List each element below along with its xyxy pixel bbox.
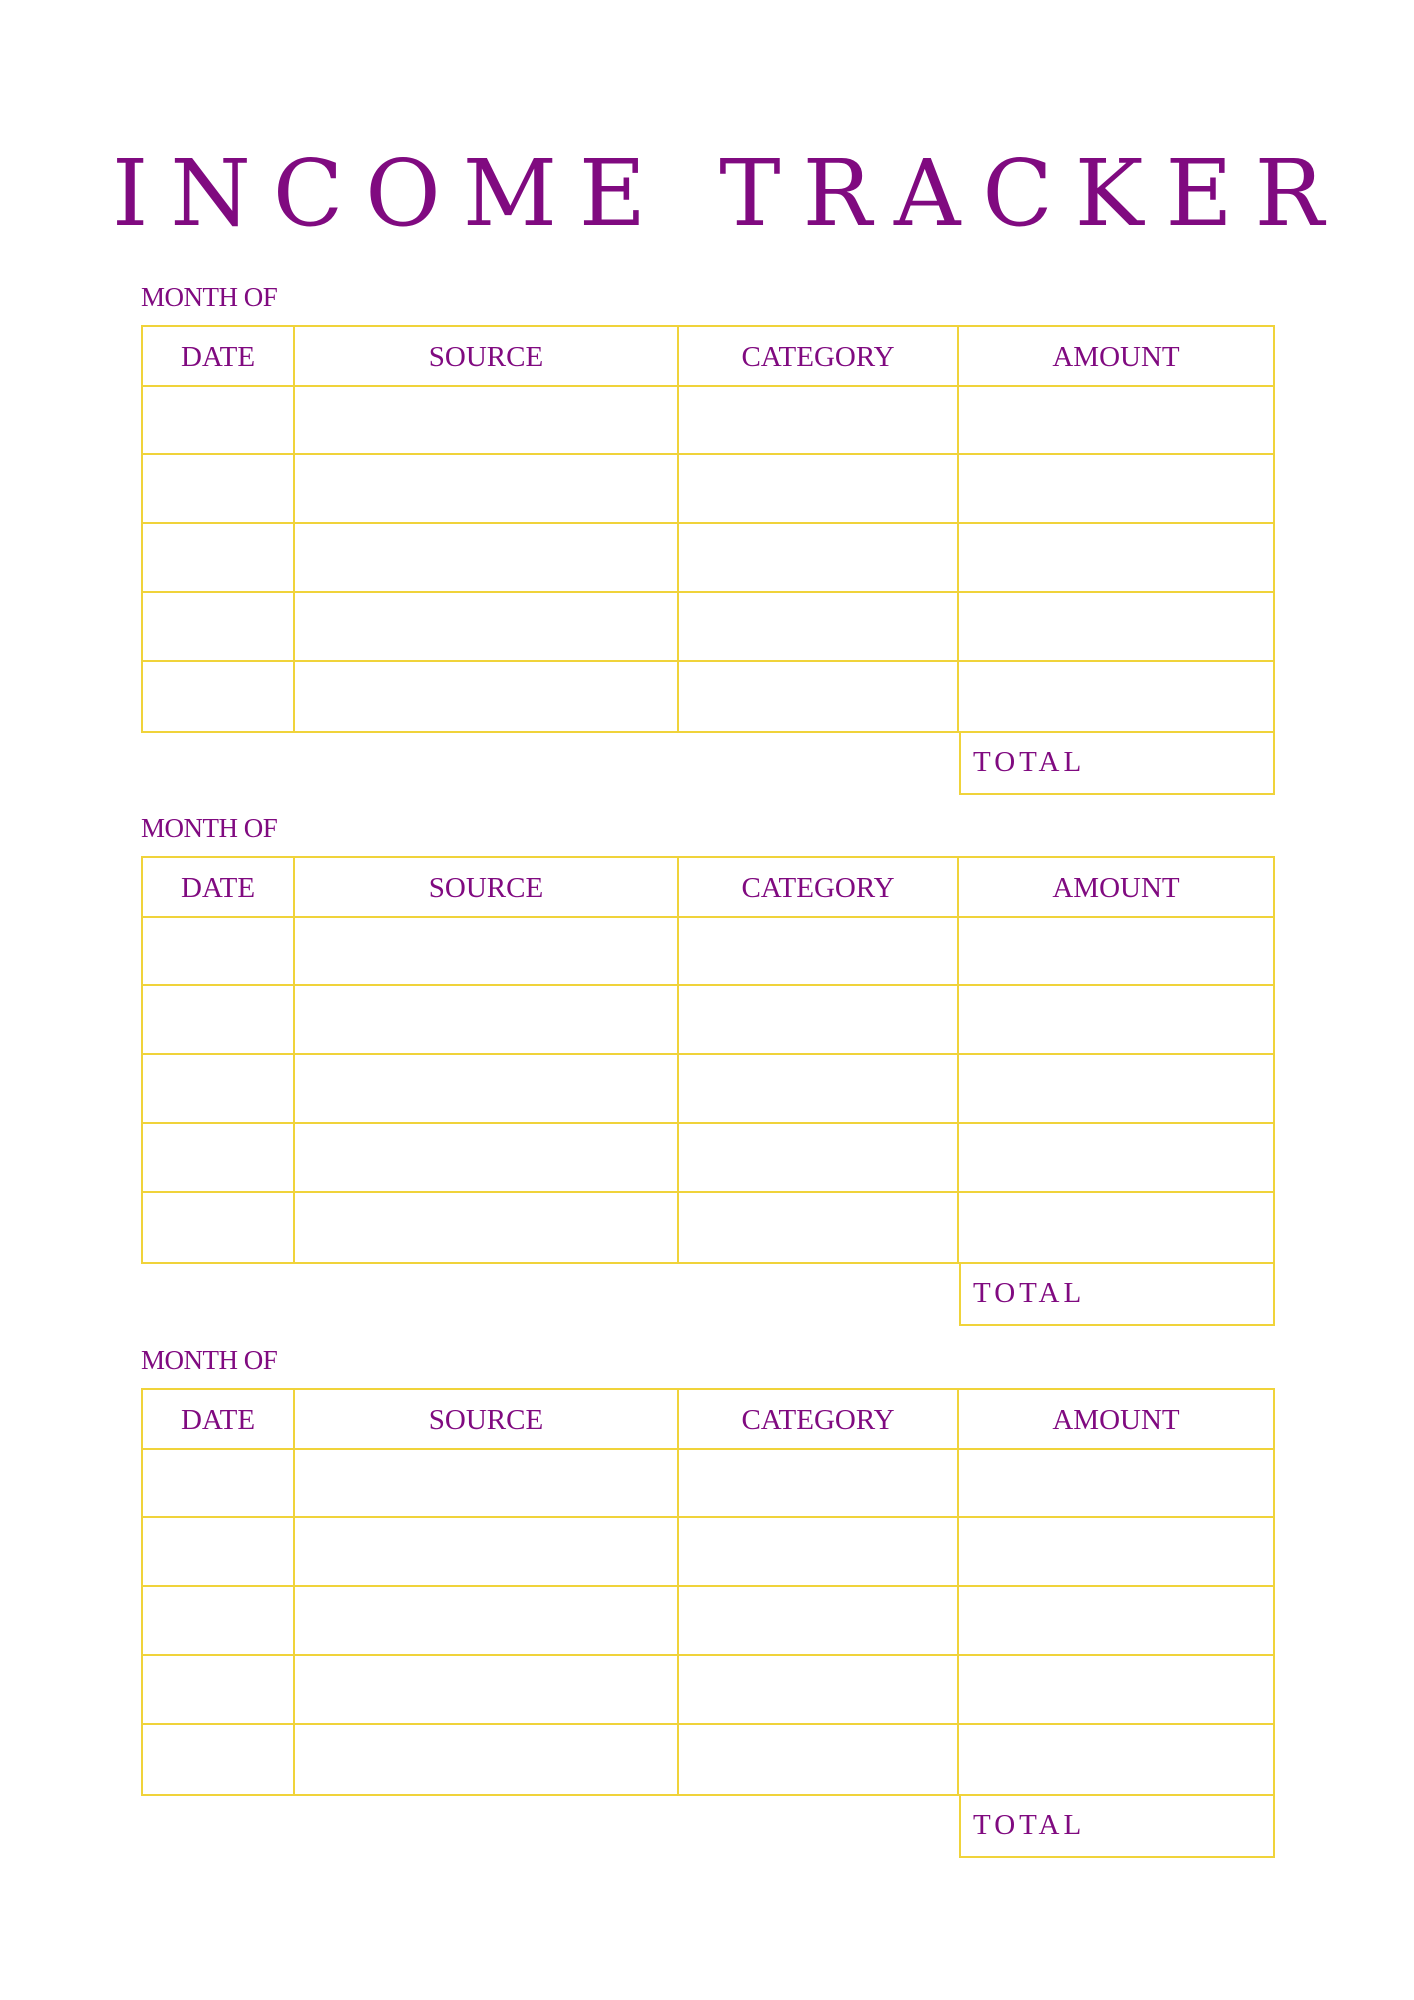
total-label: TOTAL (973, 1808, 1086, 1841)
column-header-date: DATE (180, 340, 256, 373)
table-grid (141, 1388, 1275, 1796)
row-divider (143, 1122, 1273, 1124)
column-divider (677, 1390, 679, 1794)
row-divider (143, 660, 1273, 662)
column-header-category: CATEGORY (741, 340, 895, 373)
row-divider (143, 1654, 1273, 1656)
column-divider (957, 858, 959, 1262)
row-divider (143, 1191, 1273, 1193)
column-header-amount: AMOUNT (1052, 340, 1180, 373)
row-divider (143, 1053, 1273, 1055)
row-divider (143, 1516, 1273, 1518)
total-cell[interactable] (959, 1262, 1275, 1326)
row-divider (143, 453, 1273, 455)
table-grid (141, 325, 1275, 733)
column-header-category: CATEGORY (741, 871, 895, 904)
total-cell[interactable] (959, 731, 1275, 795)
page-title: INCOME TRACKER (112, 140, 1346, 247)
month-of-label: MONTH OF (141, 1345, 278, 1375)
column-header-source: SOURCE (428, 1403, 544, 1436)
total-cell[interactable] (959, 1794, 1275, 1858)
total-label: TOTAL (973, 745, 1086, 778)
column-header-source: SOURCE (428, 871, 544, 904)
column-header-date: DATE (180, 1403, 256, 1436)
column-divider (677, 327, 679, 731)
column-divider (957, 327, 959, 731)
column-header-date: DATE (180, 871, 256, 904)
column-divider (677, 858, 679, 1262)
month-of-label: MONTH OF (141, 282, 278, 312)
column-divider (293, 858, 295, 1262)
row-divider (143, 522, 1273, 524)
column-header-category: CATEGORY (741, 1403, 895, 1436)
column-divider (957, 1390, 959, 1794)
total-label: TOTAL (973, 1276, 1086, 1309)
table-grid (141, 856, 1275, 1264)
row-divider (143, 591, 1273, 593)
column-header-amount: AMOUNT (1052, 871, 1180, 904)
column-header-source: SOURCE (428, 340, 544, 373)
month-of-label: MONTH OF (141, 813, 278, 843)
column-divider (293, 327, 295, 731)
row-divider (143, 984, 1273, 986)
row-divider (143, 1585, 1273, 1587)
row-divider (143, 1723, 1273, 1725)
column-divider (293, 1390, 295, 1794)
column-header-amount: AMOUNT (1052, 1403, 1180, 1436)
